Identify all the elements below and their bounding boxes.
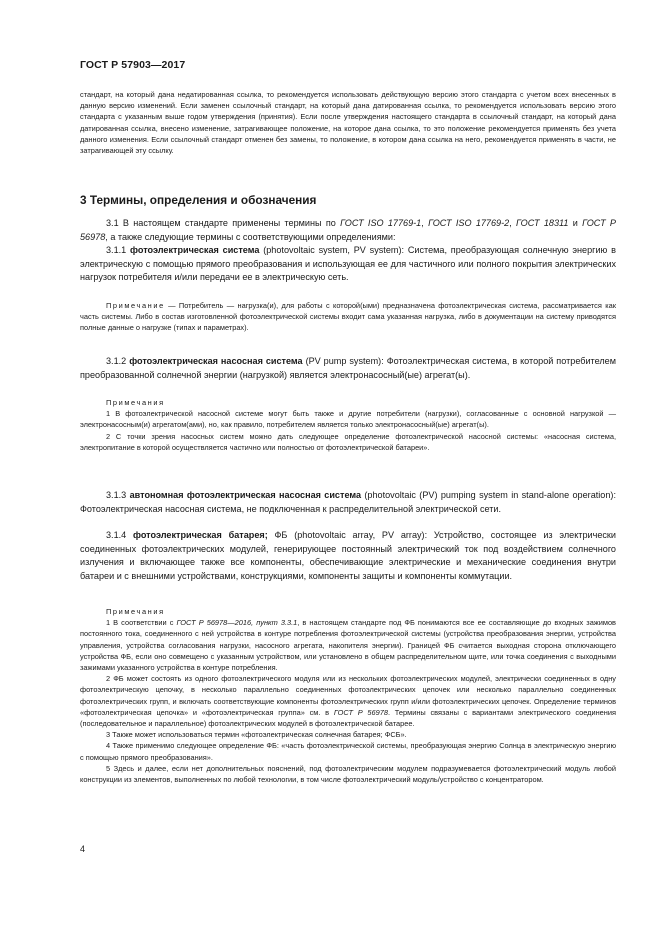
note-3-1-1 (80, 300, 616, 334)
term-definition: (photovoltaic system, PV system): Система, преобразующая солнечную энергию в электрическую с помощью прямого преобразования и использующая ее для частичного или полного покрытия электрических нагрузок потребителя и/или передачи ее в электрическую сеть. (80, 245, 616, 283)
clause-3-1-text (80, 217, 616, 244)
notes-label (80, 606, 616, 617)
note-1: 1 В фотоэлектрической насосной системе могут быть также и другие потребители (нагрузки), согласованные с основной нагрузкой — электронасосным(и) агрегатом(ами), но, как правило, потребителем является только электронасосный(ые) агрегат(ы). (80, 409, 616, 430)
note-3: 3 Также может использоваться термин «фотоэлектрическая солнечная батарея; ФСБ». (106, 730, 407, 740)
intro-block (80, 89, 616, 156)
section-title: 3 Термины, определения и обозначения (80, 193, 317, 207)
note-2: 2 С точки зрения насосных систем можно дать следующее определение фотоэлектрической насосной системы: «насосная система, электропитание в которой осуществляется частично или полностью от фотоэлектрической батареи». (80, 431, 616, 452)
notes-3-1-2 (80, 397, 616, 453)
note-label: Примечание (106, 301, 165, 310)
notes-label-text: Примечания (106, 607, 165, 616)
clause-3-1 (80, 217, 616, 285)
document-header: ГОСТ Р 57903—2017 (80, 59, 186, 71)
ref-gost-iso-17769-1: ГОСТ ISO 17769-1 (340, 218, 422, 228)
term-name: фотоэлектрическая насосная система (129, 356, 303, 366)
term-3-1-3 (80, 489, 616, 516)
term-3-1-2 (80, 355, 616, 382)
note-text (80, 300, 616, 334)
note-2 (80, 673, 616, 729)
note-tail: . Термины связаны с вариантами электрического соединения (последовательное и параллельное) фотоэлектрических модулей в фотоэлектрической батарее. (80, 707, 616, 729)
separator: и (568, 218, 583, 228)
notes-3-1-4 (80, 606, 616, 785)
term-number: 3.1.2 (106, 356, 130, 366)
note-4: 4 Также применимо следующее определение ФБ: «часть фотоэлектрической системы, преобразующая энергию Солнца в электрическую энергию с помощью прямого преобразования». (80, 741, 616, 762)
notes-label (80, 397, 616, 408)
ref-gost-r-56978-2016: ГОСТ Р 56978—2016, пункт 3.3.1 (176, 618, 298, 628)
term-definition: (photovoltaic (PV) pumping system in stand-alone operation): Фотоэлектрическая насосная система, не подключенная к распределительной электрической сети. (80, 490, 616, 514)
term-number: 3.1.4 (106, 530, 134, 540)
term-name: автономная фотоэлектрическая насосная система (129, 490, 362, 500)
term-name: фотоэлектрическая система (130, 245, 260, 256)
note-tail: , в настоящем стандарте под ФБ понимаются все ее составляющие до входных зажимов постоянного тока, соединенного с ней устройства в контуре потребления фотоэлектрической системы (устройства преобразования энергии, устройства управления, устройства согласования нагрузки, насосного агрегата, накопителя энергии). Границей ФБ считается выходная сторона отключающего устройства ФБ, если оно совмещено с указанным устройством, или установлено в общем распределительном щите, или точка соединения с выходными зажимами указанного устройства в контуре потребления. (80, 618, 616, 673)
term-3-1-4 (80, 529, 616, 583)
term-3-1-1 (80, 244, 616, 285)
note-lead: 2 ФБ может состоять из одного фотоэлектрического модуля или из нескольких фотоэлектрических модулей, электрически соединенных в одну фотоэлектрическую цепочку, в несколько параллельно соединенных фотоэлектрических цепочек или несколько параллельно соединенных фотоэлектрических групп, и включать соответствующие компоненты фотоэлектрических групп и/или фотоэлектрических цепочек. Определение терминов «фотоэлектрическая цепочка» и «фотоэлектрическая группа» см. в (80, 674, 616, 717)
term-definition: (PV pump system): Фотоэлектрическая система, в которой потребителем преобразованной солнечной энергии (нагрузкой) является электронасосный(ые) агрегат(ы). (80, 356, 616, 380)
ref-gost-iso-17769-2: ГОСТ ISO 17769-2 (428, 218, 510, 228)
term-3-1-4-block (80, 529, 616, 583)
notes-label-text: Примечания (106, 398, 165, 407)
term-definition: ФБ (photovoltaic array, PV array): Устройство, состоящее из электрически соединенных фотоэлектрических модулей, генерирующее постоянный электрический ток под воздействием солнечного излучения и включающее также все компоненты, обеспечивающие электрические и механические соединения внутри батареи и с внешними устройствами, конструкциями, компоненты защиты и компоненты коммутации. (80, 530, 616, 581)
ref-gost-18311: ГОСТ 18311 (516, 218, 569, 228)
term-name: фотоэлектрическая батарея; (133, 530, 268, 540)
term-number: 3.1.1 (106, 245, 131, 256)
note-lead: 1 В соответствии с (106, 618, 177, 628)
term-3-1-3-block (80, 489, 616, 516)
separator: , (509, 218, 517, 228)
note-body: — Потребитель — нагрузка(и), для работы с которой(ыми) предназначена фотоэлектрическая система, рассматривается как часть системы. Либо в состав изготовленной фотоэлектрической системы входит сама указанная нагрузка, либо в документации на систему приводятся полные данные о нагрузке (типах и параметрах). (80, 301, 616, 333)
term-number: 3.1.3 (106, 490, 130, 500)
clause-3-1-lead: 3.1 В настоящем стандарте применены термины по (106, 218, 341, 228)
intro-paragraph: стандарт, на который дана недатированная ссылка, то рекомендуется использовать действующую версию этого стандарта с учетом всех внесенных в данную версию изменений. Если заменен ссылочный стандарт, на который дана датированная ссылка, то рекомендуется использовать версию этого стандарта с указанным выше годом утверждения (принятия). Если после утверждения настоящего стандарта в ссылочный стандарт, на который дана датированная ссылка, внесено изменение, затрагивающее положение, на которое дана ссылка, то это положение рекомендуется применять без учета данного изменения. Если ссылочный стандарт отменен без замены, то положение, в котором дана ссылка на него, рекомендуется применять в части, не затрагивающей эту ссылку. (80, 90, 616, 156)
ref-gost-r-56978: ГОСТ Р 56978 (333, 707, 388, 717)
note-1 (80, 617, 616, 673)
note-5: 5 Здесь и далее, если нет дополнительных пояснений, под фотоэлектрическим модулем подразумевается фотоэлектрический модуль любой конструкции из элементов, выполненных по любой технологии, в том числе фотоэлектрический модуль/устройство с концентратором. (80, 763, 616, 785)
separator: , (421, 218, 429, 228)
clause-3-1-tail: , а также следующие термины с соответствующими определениями: (105, 231, 396, 242)
page-number: 4 (80, 844, 86, 854)
term-3-1-2-block (80, 355, 616, 382)
ref-gost-r-56978: ГОСТ Р 56978 (80, 218, 616, 242)
